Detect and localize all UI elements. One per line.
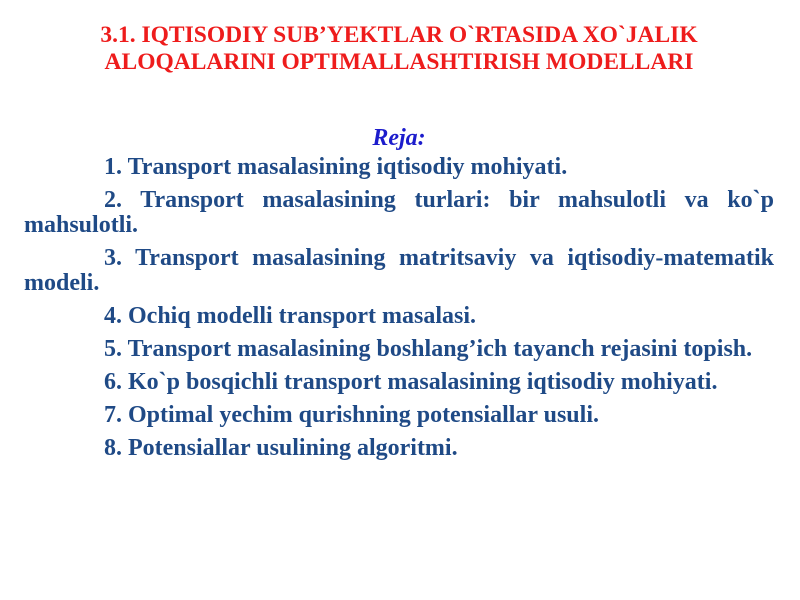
- plan-list: [24, 155, 774, 461]
- slide-title-line-1: 3.1. IQTISODIY SUB’YEKTLAR O`RTASIDA XO`JALIK: [100, 22, 698, 48]
- plan-item-5: 5. Transport masalasining boshlang’ich tayanch rejasini topish.: [104, 336, 753, 362]
- plan-heading: Reja:: [372, 125, 426, 151]
- plan-item-1: 1. Transport masalasining iqtisodiy mohiyati.: [104, 154, 568, 180]
- plan-item-2: 2. Transport masalasining turlari: bir mahsulotli va ko`p mahsulotli.: [24, 187, 774, 238]
- slide-title-line-2: ALOQALARINI OPTIMALLASHTIRISH MODELLARI: [104, 49, 694, 75]
- slide-title: [24, 22, 774, 76]
- plan-item-3: 3. Transport masalasining matritsaviy va iqtisodiy-matematik modeli.: [24, 245, 774, 296]
- plan-item-4: 4. Ochiq modelli transport masalasi.: [104, 303, 477, 329]
- plan-item-8: 8. Potensiallar usulining algoritmi.: [104, 435, 458, 461]
- plan-item-7: 7. Optimal yechim qurishning potensiallar usuli.: [104, 402, 599, 428]
- plan-item-6: 6. Ko`p bosqichli transport masalasining iqtisodiy mohiyati.: [104, 369, 718, 395]
